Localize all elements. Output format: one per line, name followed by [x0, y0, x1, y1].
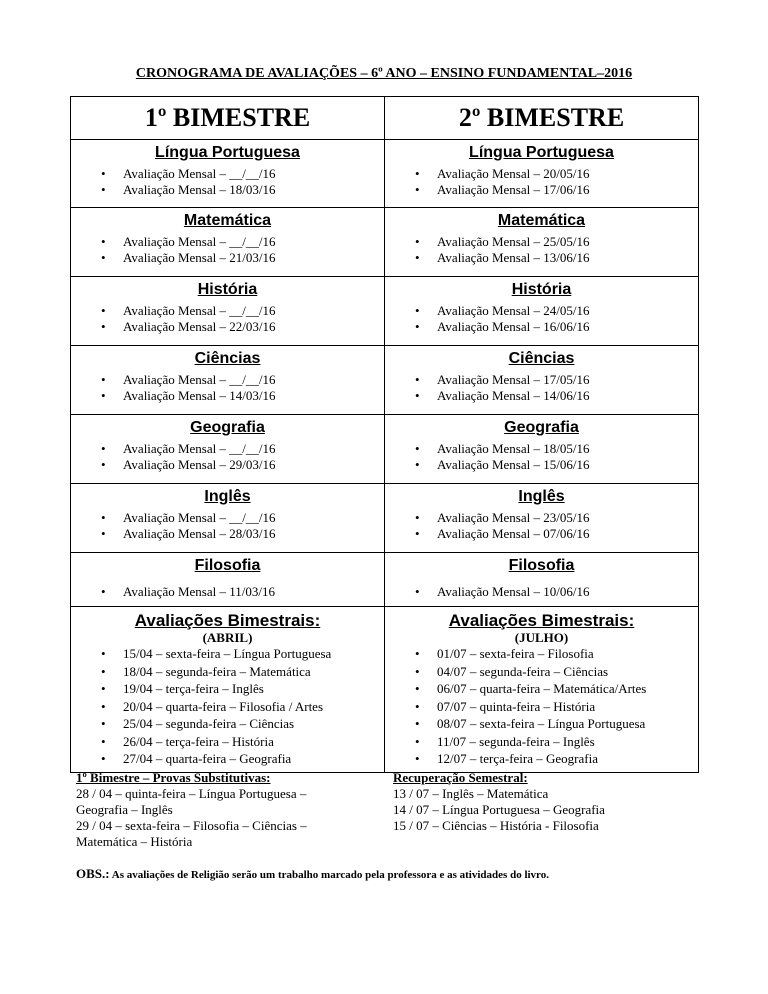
page-title: CRONOGRAMA DE AVALIAÇÕES – 6º ANO – ENSINO FUNDAMENTAL–2016: [135, 66, 633, 81]
list-item: • Avaliação Mensal – 21/03/16: [71, 250, 384, 266]
substitutivas-line: Geografia – Inglês: [76, 802, 173, 817]
header-cell-left: [71, 97, 385, 140]
list-item: • Avaliação Mensal – 17/06/16: [385, 182, 698, 198]
list-item: • Avaliação Mensal – 24/05/16: [385, 303, 698, 319]
list-item: • Avaliação Mensal – __/__/16: [71, 234, 384, 250]
list-item: • Avaliação Mensal – __/__/16: [71, 510, 384, 526]
list-item: • 20/04 – quarta-feira – Filosofia / Artes: [71, 698, 384, 716]
list-item: • 07/07 – quinta-feira – História: [385, 698, 698, 716]
list-item: • 15/04 – sexta-feira – Língua Portuguesa: [71, 645, 384, 663]
list-item: • Avaliação Mensal – 18/03/16: [71, 182, 384, 198]
list-item: • Avaliação Mensal – 11/03/16: [71, 584, 384, 600]
substitutivas-line: 29 / 04 – sexta-feira – Filosofia – Ciências –: [76, 818, 307, 833]
subject-heading: Inglês: [204, 488, 251, 505]
list-item: • Avaliação Mensal – 16/06/16: [385, 319, 698, 335]
substitutivas-heading: 1º Bimestre – Provas Substitutivas:: [76, 770, 271, 785]
list-item: • Avaliação Mensal – 07/06/16: [385, 526, 698, 542]
list-item: • Avaliação Mensal – 29/03/16: [71, 457, 384, 473]
bimester-heading: 1º BIMESTRE: [144, 103, 311, 132]
bimestral-heading: Avaliações Bimestrais:: [448, 611, 635, 630]
schedule-table: [70, 96, 699, 773]
list-item: • Avaliação Mensal – 17/05/16: [385, 372, 698, 388]
subject-heading: História: [511, 281, 572, 298]
subject-row: [71, 346, 699, 415]
list-item: • 08/07 – sexta-feira – Língua Portuguesa: [385, 715, 698, 733]
subject-heading: Inglês: [518, 488, 565, 505]
list-item: • Avaliação Mensal – 10/06/16: [385, 584, 698, 600]
subject-row: [71, 277, 699, 346]
bimestral-heading: Avaliações Bimestrais:: [134, 611, 321, 630]
list-item: • Avaliação Mensal – __/__/16: [71, 303, 384, 319]
substitutivas-line: Matemática – História: [76, 834, 193, 849]
subject-row: [71, 484, 699, 553]
subject-heading: Geografia: [504, 419, 579, 436]
list-item: • Avaliação Mensal – 13/06/16: [385, 250, 698, 266]
month-label: (JULHO): [514, 630, 569, 645]
subject-heading: Ciências: [194, 350, 261, 367]
list-item: • Avaliação Mensal – 23/05/16: [385, 510, 698, 526]
subject-row: [71, 415, 699, 484]
list-item: • 18/04 – segunda-feira – Matemática: [71, 663, 384, 681]
subject-heading: Matemática: [183, 212, 272, 229]
recuperacao-block: [393, 770, 605, 834]
obs-note: [76, 866, 549, 882]
list-item: • 26/04 – terça-feira – História: [71, 733, 384, 751]
header-cell-right: [385, 97, 699, 140]
list-item: • 01/07 – sexta-feira – Filosofia: [385, 645, 698, 663]
list-item: • 06/07 – quarta-feira – Matemática/Artes: [385, 680, 698, 698]
recuperacao-line: 13 / 07 – Inglês – Matemática: [393, 786, 549, 801]
subject-row: [71, 140, 699, 208]
subject-heading: Filosofia: [194, 557, 261, 574]
list-item: • Avaliação Mensal – 28/03/16: [71, 526, 384, 542]
list-item: • Avaliação Mensal – 18/05/16: [385, 441, 698, 457]
substitutivas-block: [76, 770, 307, 850]
bimestral-row: [71, 607, 699, 773]
subject-row: [71, 553, 699, 607]
subject-heading: História: [197, 281, 258, 298]
list-item: • Avaliação Mensal – 14/03/16: [71, 388, 384, 404]
list-item: • 19/04 – terça-feira – Inglês: [71, 680, 384, 698]
month-label: (ABRIL): [202, 630, 253, 645]
list-item: • Avaliação Mensal – 15/06/16: [385, 457, 698, 473]
subject-heading: Filosofia: [508, 557, 575, 574]
recuperacao-line: 14 / 07 – Língua Portuguesa – Geografia: [393, 802, 605, 817]
list-item: • Avaliação Mensal – 20/05/16: [385, 166, 698, 182]
list-item: • 11/07 – segunda-feira – Inglês: [385, 733, 698, 751]
obs-text: As avaliações de Religião serão um trabalho marcado pela professora e as atividades do livro.: [111, 869, 549, 881]
recuperacao-line: 15 / 07 – Ciências – História - Filosofia: [393, 818, 599, 833]
subject-heading: Matemática: [497, 212, 586, 229]
obs-label: OBS.:: [76, 866, 110, 881]
list-item: • 25/04 – segunda-feira – Ciências: [71, 715, 384, 733]
subject-heading: Ciências: [508, 350, 575, 367]
subject-heading: Geografia: [190, 419, 265, 436]
list-item: • Avaliação Mensal – __/__/16: [71, 166, 384, 182]
list-item: • 04/07 – segunda-feira – Ciências: [385, 663, 698, 681]
subject-row: [71, 208, 699, 277]
list-item: • Avaliação Mensal – __/__/16: [71, 441, 384, 457]
list-item: • 27/04 – quarta-feira – Geografia: [71, 750, 384, 768]
list-item: • Avaliação Mensal – 25/05/16: [385, 234, 698, 250]
list-item: • Avaliação Mensal – __/__/16: [71, 372, 384, 388]
bimester-heading: 2º BIMESTRE: [458, 103, 625, 132]
subject-heading: Língua Portuguesa: [155, 144, 300, 161]
recuperacao-heading: Recuperação Semestral:: [393, 770, 528, 785]
subject-heading: Língua Portuguesa: [469, 144, 614, 161]
list-item: • Avaliação Mensal – 22/03/16: [71, 319, 384, 335]
substitutivas-line: 28 / 04 – quinta-feira – Língua Portuguesa –: [76, 786, 307, 801]
list-item: • Avaliação Mensal – 14/06/16: [385, 388, 698, 404]
list-item: • 12/07 – terça-feira – Geografia: [385, 750, 698, 768]
